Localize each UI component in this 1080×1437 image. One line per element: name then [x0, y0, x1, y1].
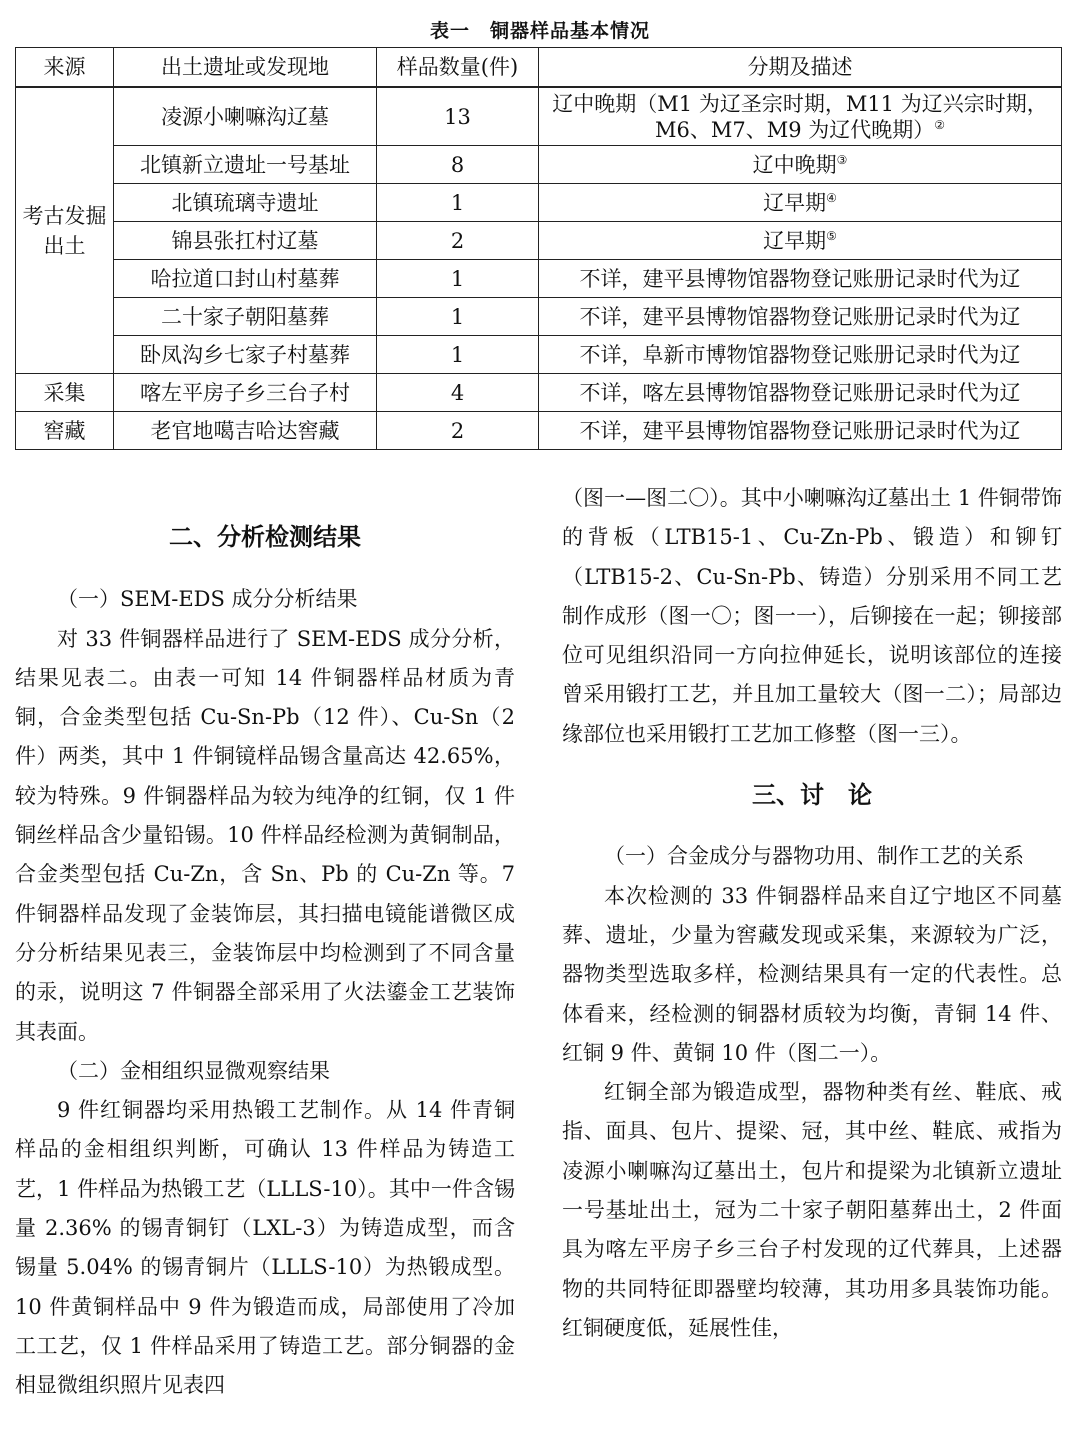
section-heading-results: 二、分析检测结果	[169, 523, 361, 551]
section-heading-discussion: 三、讨 论	[752, 781, 872, 810]
table-row	[16, 146, 1062, 184]
site-cell: 北镇新立遗址一号基址	[114, 146, 377, 184]
description-cell: 不详，喀左县博物馆器物登记账册记录时代为辽	[539, 374, 1062, 412]
count-cell: 1	[377, 184, 539, 222]
description-cell: 不详，建平县博物馆器物登记账册记录时代为辽	[539, 298, 1062, 336]
count-cell: 8	[377, 146, 539, 184]
count-cell: 1	[377, 336, 539, 374]
subheading-sem-eds: （一）SEM-EDS 成分分析结果	[57, 587, 358, 612]
site-cell: 卧凤沟乡七家子村墓葬	[114, 336, 377, 374]
description-cell: 不详，阜新市博物馆器物登记账册记录时代为辽	[539, 336, 1062, 374]
paragraph: 9 件红铜器均采用热锻工艺制作。从 14 件青铜样品的金相组织判断，可确认 13 件样品为铸造工艺，1 件样品为热锻工艺（LLLS-10）。其中一件含锡量 2.36% 的锡青铜钉（LXL-3）为铸造成型，而含锡量 5.04% 的锡青铜片（LLLS-10）为热锻成型。10 件黄铜样品中 9 件为锻造而成，局部使用了冷加工工艺，仅 1 件样品采用了铸造工艺。部分铜器的金相显微组织照片见表四	[15, 1098, 515, 1398]
table-title: 表一 铜器样品基本情况	[429, 20, 650, 42]
footnote-marker: ⑤	[826, 228, 837, 243]
count-cell: 4	[377, 374, 539, 412]
site-cell: 锦县张扛村辽墓	[114, 222, 377, 260]
header-site: 出土遗址或发现地	[114, 48, 377, 88]
table-row	[16, 336, 1062, 374]
description-text: 辽早期	[763, 190, 827, 215]
specimen-table	[15, 47, 1062, 450]
description-cell	[539, 222, 1062, 260]
paragraph: 本次检测的 33 件铜器样品来自辽宁地区不同墓葬、遗址，少量为窖藏发现或采集，来源较为广泛，器物类型选取多样，检测结果具有一定的代表性。总体看来，经检测的铜器材质较为均衡，青铜 14 件、红铜 9 件、黄铜 10 件（图二一）。	[562, 883, 1062, 1065]
paragraph: 对 33 件铜器样品进行了 SEM-EDS 成分分析，结果见表二。由表一可知 14 件铜器样品材质为青铜，合金类型包括 Cu-Sn-Pb（12 件）、Cu-Sn（2 件）两类，其中 1 件铜镜样品锡含量高达 42.65%，较为特殊。9 件铜器样品为较为纯净的红铜，仅 1 件铜丝样品含少量铅锡。10 件样品经检测为黄铜制品，合金类型包括 Cu-Zn，含 Sn、Pb 的 Cu-Zn 等。7 件铜器样品发现了金装饰层，其扫描电镜能谱微区成分分析结果见表三，金装饰层中均检测到了不同含量的汞，说明这 7 件铜器全部采用了火法鎏金工艺装饰其表面。	[15, 626, 515, 1044]
description-line: 辽中晚期（M1 为辽圣宗时期，M11 为辽兴宗时期，	[552, 91, 1048, 116]
footnote-marker: ④	[826, 190, 837, 205]
source-hoard: 窖藏	[16, 412, 114, 450]
description-cell	[539, 87, 1062, 146]
table-row	[16, 374, 1062, 412]
site-cell: 二十家子朝阳墓葬	[114, 298, 377, 336]
description-cell: 不详，建平县博物馆器物登记账册记录时代为辽	[539, 260, 1062, 298]
description-text: 辽早期	[763, 228, 827, 253]
paragraph-continued: （图一—图二〇）。其中小喇嘛沟辽墓出土 1 件铜带饰的背板（LTB15-1、Cu-Zn-Pb、锻造）和铆钉（LTB15-2、Cu-Sn-Pb、铸造）分别采用不同工艺制作成形（图一〇；图一一），后铆接在一起；铆接部位可见组织沿同一方向拉伸延长，说明该部位的连接曾采用锻打工艺，并且加工量较大（图一二）；局部边缘部位也采用锻打工艺加工修整（图一三）。	[562, 486, 1062, 746]
count-cell: 1	[377, 298, 539, 336]
count-cell: 13	[377, 87, 539, 146]
description-line	[543, 117, 1057, 143]
table-row	[16, 298, 1062, 336]
source-collected: 采集	[16, 374, 114, 412]
description-text: 辽中晚期	[752, 152, 837, 177]
site-cell: 哈拉道口封山村墓葬	[114, 260, 377, 298]
table-row	[16, 260, 1062, 298]
footnote-marker: ③	[836, 152, 848, 167]
paragraph: 红铜全部为锻造成型，器物种类有丝、鞋底、戒指、面具、包片、提梁、冠，其中丝、鞋底、戒指为凌源小喇嘛沟辽墓出土，包片和提梁为北镇新立遗址一号基址出土，冠为二十家子朝阳墓葬出土，2 件面具为喀左平房子乡三台子村发现的辽代葬具，上述器物的共同特征即器壁均较薄，其功用多具装饰功能。红铜硬度低，延展性佳，	[562, 1080, 1062, 1340]
site-cell: 北镇琉璃寺遗址	[114, 184, 377, 222]
header-description: 分期及描述	[539, 48, 1062, 88]
description-cell	[539, 146, 1062, 184]
footnote-marker: ②	[934, 117, 946, 132]
right-column	[562, 479, 1062, 1348]
count-cell: 2	[377, 412, 539, 450]
description-cell	[539, 184, 1062, 222]
site-cell: 老官地噶吉哈达窖藏	[114, 412, 377, 450]
source-excavation: 考古发掘出土	[16, 87, 114, 374]
description-cell: 不详，建平县博物馆器物登记账册记录时代为辽	[539, 412, 1062, 450]
site-cell: 凌源小喇嘛沟辽墓	[114, 87, 377, 146]
count-cell: 1	[377, 260, 539, 298]
table-row	[16, 184, 1062, 222]
left-column	[15, 518, 515, 1406]
description-text: M6、M7、M9 为辽代晚期）	[654, 117, 935, 142]
table-row	[16, 412, 1062, 450]
header-source: 来源	[16, 48, 114, 88]
table-row	[16, 222, 1062, 260]
count-cell: 2	[377, 222, 539, 260]
table-row	[16, 87, 1062, 146]
header-count: 样品数量(件)	[377, 48, 539, 88]
subheading-alloy-function: （一）合金成分与器物功用、制作工艺的关系	[604, 844, 1024, 869]
table-header-row	[16, 48, 1062, 88]
site-cell: 喀左平房子乡三台子村	[114, 374, 377, 412]
subheading-metallography: （二）金相组织显微观察结果	[57, 1058, 330, 1083]
